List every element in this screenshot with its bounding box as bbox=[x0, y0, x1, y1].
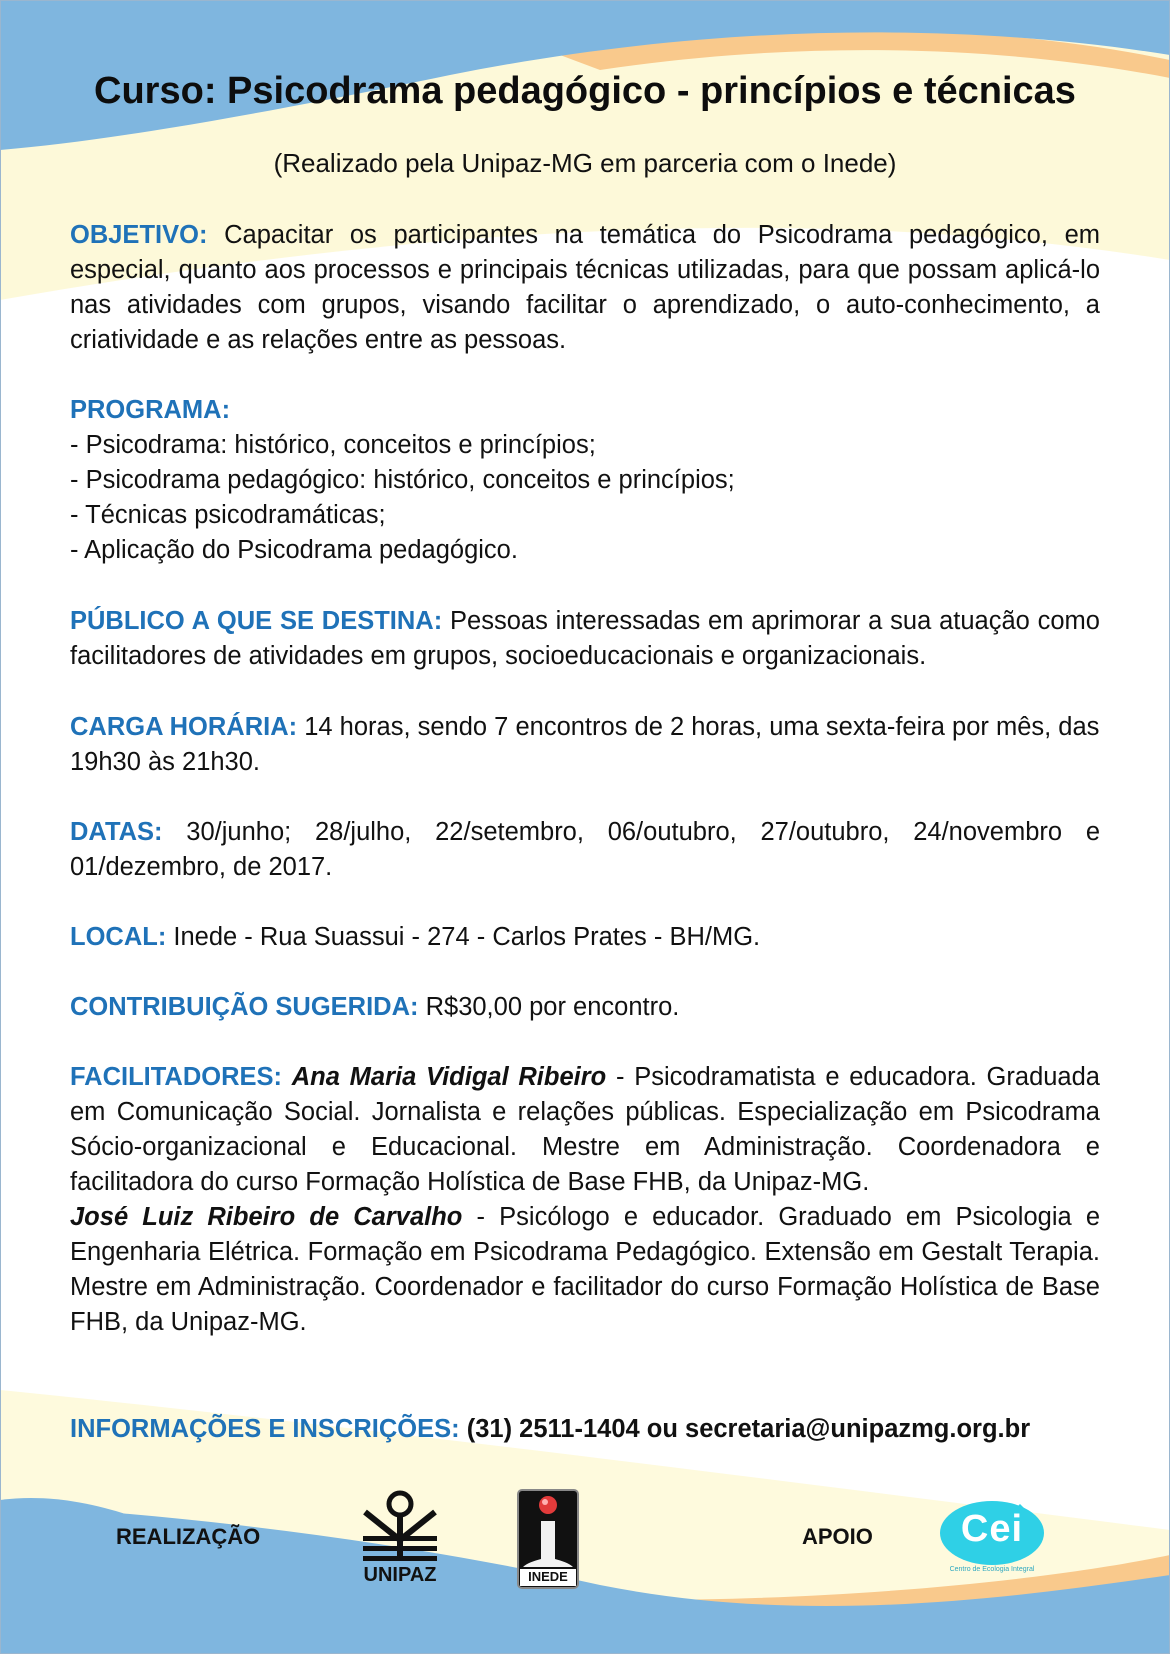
objetivo-label: OBJETIVO: bbox=[70, 221, 208, 249]
informacoes-section bbox=[70, 1412, 1100, 1447]
objetivo-section bbox=[70, 218, 1100, 358]
cei-logo bbox=[940, 1500, 1050, 1580]
inede-logo bbox=[517, 1489, 579, 1589]
carga-text: 14 horas, sendo 7 encontros de 2 horas, uma sexta-feira por mês, das 19h30 às 21h30. bbox=[70, 713, 1100, 776]
contribuicao-text: R$30,00 por encontro. bbox=[425, 993, 680, 1021]
facilitadores-label: FACILITADORES: bbox=[70, 1063, 283, 1091]
cei-logo-subtext: Centro de Ecologia Integral bbox=[949, 1566, 1035, 1573]
carga-section bbox=[70, 710, 1100, 780]
local-label: LOCAL: bbox=[70, 923, 167, 951]
programa-item: - Aplicação do Psicodrama pedagógico. bbox=[70, 536, 518, 564]
facilitadores-section bbox=[70, 1060, 1100, 1340]
datas-label: DATAS: bbox=[70, 818, 163, 846]
publico-label: PÚBLICO A QUE SE DESTINA: bbox=[70, 607, 443, 635]
informacoes-label: INFORMAÇÕES E INSCRIÇÕES: bbox=[70, 1415, 460, 1443]
informacoes-contact: (31) 2511-1404 ou secretaria@unipazmg.org.br bbox=[466, 1415, 1031, 1443]
facilitador-name: José Luiz Ribeiro de Carvalho bbox=[70, 1203, 463, 1231]
publico-text: Pessoas interessadas em aprimorar a sua atuação como facilitadores de atividades em grupos, socioeducacionais e organizacionais. bbox=[70, 607, 1100, 670]
contribuicao-section bbox=[70, 990, 1100, 1025]
local-text: Inede - Rua Suassui - 274 - Carlos Prates - BH/MG. bbox=[173, 923, 761, 951]
facilitador-jose bbox=[70, 1200, 1100, 1340]
carga-label: CARGA HORÁRIA: bbox=[70, 713, 298, 741]
facilitador-ana bbox=[70, 1060, 1100, 1200]
inede-logo-text: INEDE bbox=[528, 1569, 568, 1584]
realizacao-label: REALIZAÇÃO bbox=[116, 1524, 261, 1549]
datas-section bbox=[70, 815, 1100, 885]
objetivo-text: Capacitar os participantes na temática do Psicodrama pedagógico, em especial, quanto aos processos e principais técnicas utilizadas, para que possam aplicá-lo nas atividades com grupos, visando facilitar o aprendizado, o auto-conhecimento, a criatividade e as relações entre as pessoas. bbox=[70, 221, 1100, 354]
cei-logo-text: Cei bbox=[960, 1508, 1024, 1550]
programa-item: - Técnicas psicodramáticas; bbox=[70, 501, 386, 529]
facilitador-bio: - Psicólogo e educador. Graduado em Psicologia e Engenharia Elétrica. Formação em Psicodrama Pedagógico. Extensão em Gestalt Terapia. Mestre em Administração. Coordenador e facilitador do curso Formação Holística de Base FHB, da Unipaz-MG. bbox=[70, 1203, 1100, 1336]
page-subtitle: (Realizado pela Unipaz-MG em parceria com o Inede) bbox=[273, 148, 897, 178]
contribuicao-label: CONTRIBUIÇÃO SUGERIDA: bbox=[70, 993, 419, 1021]
apoio-label: APOIO bbox=[802, 1524, 873, 1549]
programa-label: PROGRAMA: bbox=[70, 396, 231, 424]
local-section bbox=[70, 920, 1100, 955]
programa-item: - Psicodrama pedagógico: histórico, conceitos e princípios; bbox=[70, 466, 735, 494]
programa-item: - Psicodrama: histórico, conceitos e princípios; bbox=[70, 431, 596, 459]
datas-text: 30/junho; 28/julho, 22/setembro, 06/outubro, 27/outubro, 24/novembro e 01/dezembro, de 2017. bbox=[70, 818, 1100, 881]
facilitador-bio: - Psicodramatista e educadora. Graduada em Comunicação Social. Jornalista e relações públicas. Especialização em Psicodrama Sócio-organizacional e Educacional. Mestre em Administração. Coordenadora e facilitadora do curso Formação Holística de Base FHB, da Unipaz-MG. bbox=[70, 1063, 1100, 1196]
unipaz-logo-text: UNIPAZ bbox=[363, 1564, 437, 1586]
unipaz-logo bbox=[355, 1490, 445, 1590]
publico-section bbox=[70, 604, 1100, 674]
facilitador-name: Ana Maria Vidigal Ribeiro bbox=[291, 1063, 607, 1091]
programa-section bbox=[70, 393, 1100, 568]
page-title: Curso: Psicodrama pedagógico - princípios e técnicas bbox=[94, 70, 1076, 112]
